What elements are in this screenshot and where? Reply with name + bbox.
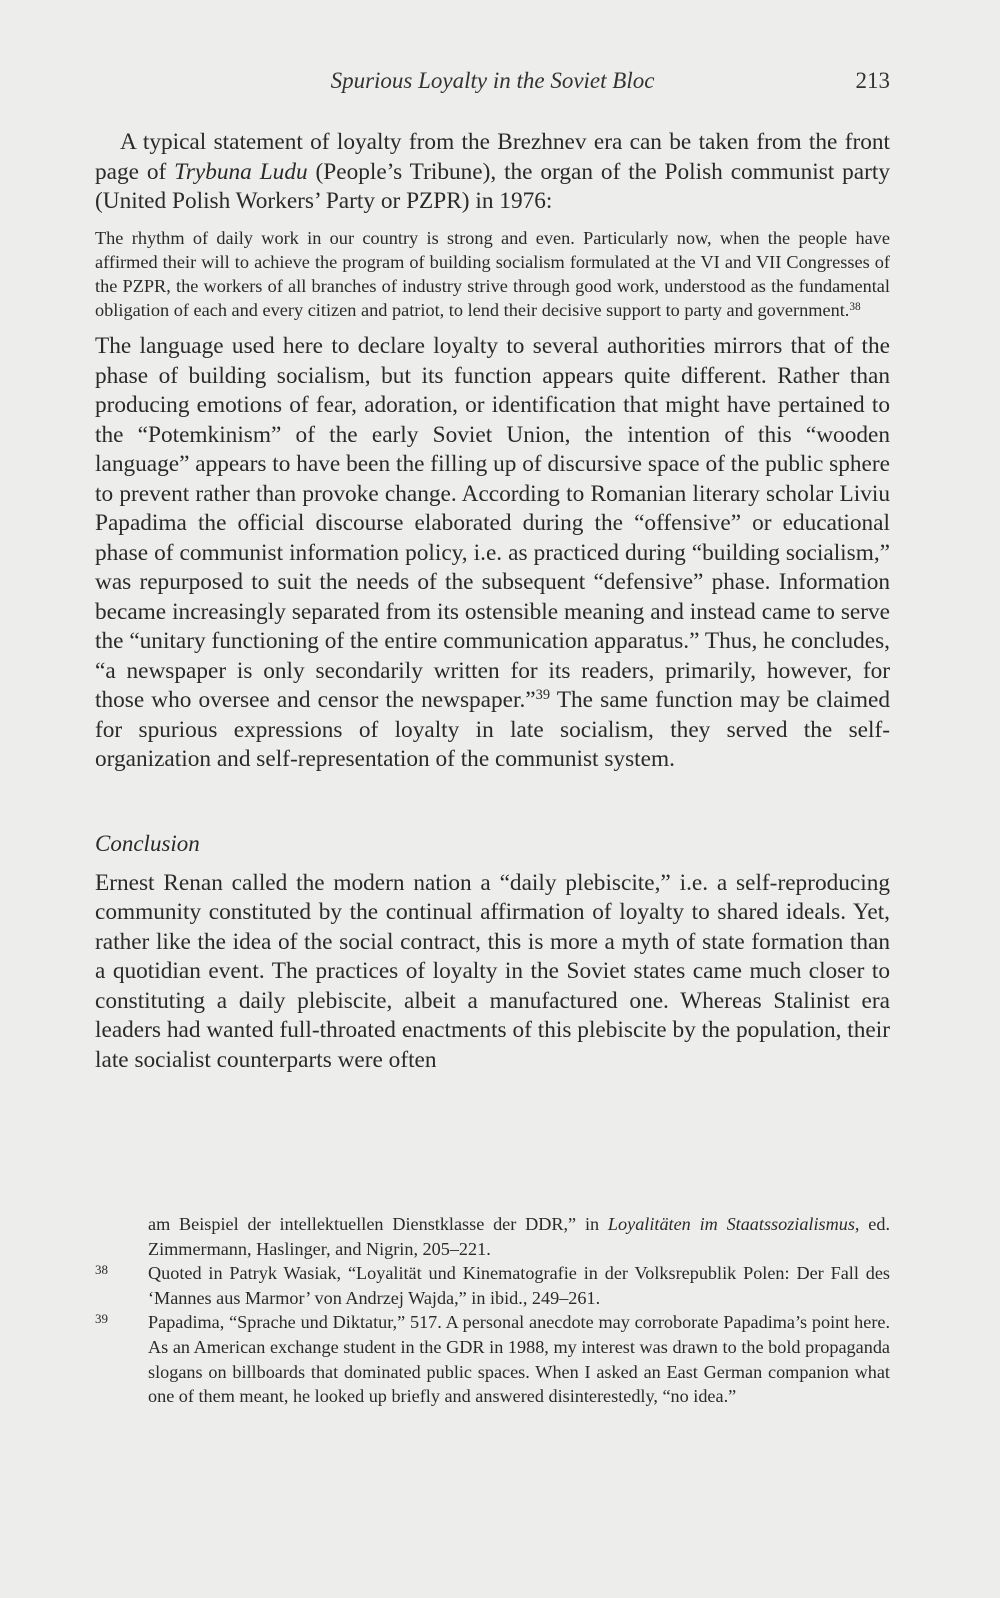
footnote-38: [95, 1261, 890, 1310]
fn-cont-book-title: Loyalitäten im Staatssozialismus: [607, 1214, 855, 1234]
footnote-39: [95, 1310, 890, 1408]
main-text: [95, 128, 890, 1075]
footnote-text: Papadima, “Sprache und Diktatur,” 517. A personal anecdote may corroborate Papadima’s point here. As an American exchange student in the GDR in 1988, my interest was drawn to the bold propaganda slogans on billboards that dominated public spaces. When I asked an East German companion what one of them meant, he looked up briefly and answered disinterestedly, “no idea.”: [148, 1312, 890, 1407]
conclusion-paragraph: Ernest Renan called the modern nation a “daily plebiscite,” i.e. a self-reproducing community constituted by the continual affirmation of loyalty to shared ideals. Yet, rather like the idea of the social contract, this is more a myth of state formation than a quotidian event. The practices of loyalty in the Soviet states came much closer to constituting a daily plebiscite, albeit a manufactured one. Whereas Stalinist era leaders had wanted full-throated enactments of this plebiscite by the population, their late socialist counterparts were often: [95, 869, 890, 1073]
footnote-number: 39: [95, 1311, 108, 1327]
block-quote: [95, 226, 890, 323]
footnote-text: Quoted in Patryk Wasiak, “Loyalität und Kinematografie in der Volksrepublik Polen: Der Fall des ‘Mannes aus Marmor’ von Andrzej Wajda,” in ibid., 249–261.: [148, 1263, 890, 1308]
fn-cont-text-1: am Beispiel der intellektuellen Dienstklasse der DDR,” in: [148, 1214, 608, 1234]
section-heading: Conclusion: [95, 830, 200, 856]
footnote-number: 38: [95, 1262, 108, 1278]
quote-text: The rhythm of daily work in our country is strong and even. Particularly now, when the people have affirmed their will to achieve the program of building socialism formulated at the VI and VII Congresses of the PZPR, the workers of all branches of industry strive through good work, understood as the fundamental obligation of each and every citizen and patriot, to lend their decisive support to party and government.: [95, 227, 890, 321]
intro-paragraph: [95, 128, 890, 217]
intro-text-2: (People’s Tribune), the organ of the Polish communist party (United Polish Workers’ Party or PZPR) in 1976:: [95, 158, 890, 214]
footnote-continuation: [95, 1212, 890, 1261]
running-title: Spurious Loyalty in the Soviet Bloc: [330, 68, 655, 93]
intro-text-1: A typical statement of loyalty from the Brezhnev era can be taken from the front page of: [95, 129, 890, 185]
newspaper-title: Trybuna Ludu: [174, 158, 308, 185]
footnotes: [95, 1212, 890, 1409]
note-ref-39: 39: [535, 687, 551, 704]
analysis-text-2: The same function may be claimed for spurious expressions of loyalty in late socialism, they served the self-organization and self-representation of the communist system.: [95, 687, 890, 773]
analysis-text-1: The language used here to declare loyalty to several authorities mirrors that of the phase of building socialism, but its function appears quite different. Rather than producing emotions of fear, adoration, or identification that might have pertained to the “Potemkinism” of the early Soviet Union, the intention of this “wooden language” appears to have been the filling up of discursive space of the public sphere to prevent rather than provoke change. According to Romanian literary scholar Liviu Papadima the official discourse elaborated during the “offensive” or educational phase of communist information policy, i.e. as practiced during “building socialism,” was repurposed to suit the needs of the subsequent “defensive” phase. Information became increasingly separated from its ostensible meaning and instead came to serve the “unitary functioning of the entire communication apparatus.” Thus, he concludes, “a newspaper is only secondarily written for its readers, primarily, however, for those who oversee and censor the newspaper.”: [95, 333, 890, 714]
fn-cont-text-2: , ed. Zimmermann, Haslinger, and Nigrin, 205–221.: [148, 1214, 890, 1259]
page-header: [95, 68, 890, 102]
page-number: 213: [855, 68, 890, 93]
note-ref-38: 38: [849, 300, 861, 313]
analysis-paragraph: [95, 332, 890, 775]
